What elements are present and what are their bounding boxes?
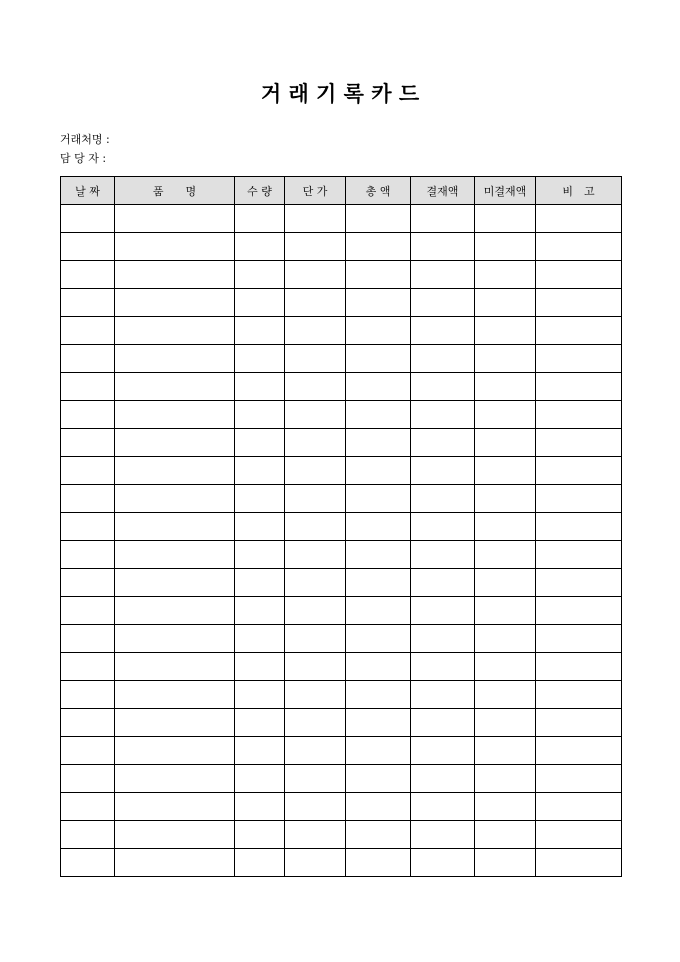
table-row <box>61 821 622 849</box>
cell-unit-price[interactable] <box>285 849 346 877</box>
cell-remarks[interactable] <box>536 261 622 289</box>
cell-total-amount[interactable] <box>346 289 411 317</box>
cell-item-name[interactable] <box>115 401 235 429</box>
header-unsettled-amount: 미결재액 <box>475 177 536 205</box>
cell-unit-price[interactable] <box>285 261 346 289</box>
table-row <box>61 457 622 485</box>
cell-date[interactable] <box>61 345 115 373</box>
table-row <box>61 793 622 821</box>
cell-quantity[interactable] <box>235 317 285 345</box>
cell-total-amount[interactable] <box>346 541 411 569</box>
table-row <box>61 653 622 681</box>
header-item-name: 품 명 <box>115 177 235 205</box>
cell-date[interactable] <box>61 765 115 793</box>
cell-remarks[interactable] <box>536 681 622 709</box>
cell-item-name[interactable] <box>115 373 235 401</box>
cell-item-name[interactable] <box>115 541 235 569</box>
cell-unit-price[interactable] <box>285 709 346 737</box>
cell-settled-amount[interactable] <box>411 849 475 877</box>
cell-remarks[interactable] <box>536 541 622 569</box>
cell-unit-price[interactable] <box>285 429 346 457</box>
cell-total-amount[interactable] <box>346 205 411 233</box>
cell-date[interactable] <box>61 513 115 541</box>
cell-unit-price[interactable] <box>285 345 346 373</box>
cell-quantity[interactable] <box>235 289 285 317</box>
cell-total-amount[interactable] <box>346 625 411 653</box>
cell-item-name[interactable] <box>115 345 235 373</box>
cell-settled-amount[interactable] <box>411 653 475 681</box>
cell-total-amount[interactable] <box>346 681 411 709</box>
cell-unsettled-amount[interactable] <box>475 401 536 429</box>
cell-unsettled-amount[interactable] <box>475 849 536 877</box>
cell-settled-amount[interactable] <box>411 597 475 625</box>
cell-settled-amount[interactable] <box>411 681 475 709</box>
cell-unsettled-amount[interactable] <box>475 765 536 793</box>
cell-remarks[interactable] <box>536 401 622 429</box>
cell-quantity[interactable] <box>235 737 285 765</box>
cell-total-amount[interactable] <box>346 513 411 541</box>
header-remarks: 비 고 <box>536 177 622 205</box>
table-row <box>61 737 622 765</box>
cell-unit-price[interactable] <box>285 485 346 513</box>
cell-unsettled-amount[interactable] <box>475 597 536 625</box>
cell-quantity[interactable] <box>235 625 285 653</box>
cell-remarks[interactable] <box>536 737 622 765</box>
cell-settled-amount[interactable] <box>411 513 475 541</box>
table-row <box>61 317 622 345</box>
cell-settled-amount[interactable] <box>411 485 475 513</box>
cell-unsettled-amount[interactable] <box>475 317 536 345</box>
cell-quantity[interactable] <box>235 681 285 709</box>
cell-total-amount[interactable] <box>346 261 411 289</box>
cell-remarks[interactable] <box>536 513 622 541</box>
cell-unsettled-amount[interactable] <box>475 541 536 569</box>
cell-date[interactable] <box>61 429 115 457</box>
cell-item-name[interactable] <box>115 737 235 765</box>
cell-settled-amount[interactable] <box>411 345 475 373</box>
table-row <box>61 233 622 261</box>
table-row <box>61 289 622 317</box>
cell-quantity[interactable] <box>235 513 285 541</box>
cell-quantity[interactable] <box>235 597 285 625</box>
cell-remarks[interactable] <box>536 457 622 485</box>
table-body <box>61 205 622 877</box>
cell-date[interactable] <box>61 821 115 849</box>
table-row <box>61 513 622 541</box>
cell-quantity[interactable] <box>235 345 285 373</box>
cell-unsettled-amount[interactable] <box>475 709 536 737</box>
cell-quantity[interactable] <box>235 233 285 261</box>
cell-item-name[interactable] <box>115 429 235 457</box>
cell-quantity[interactable] <box>235 849 285 877</box>
cell-total-amount[interactable] <box>346 345 411 373</box>
table-header-row <box>61 177 622 205</box>
manager-label: 담 당 자 : <box>60 152 107 165</box>
cell-unit-price[interactable] <box>285 737 346 765</box>
cell-settled-amount[interactable] <box>411 233 475 261</box>
cell-unsettled-amount[interactable] <box>475 513 536 541</box>
cell-date[interactable] <box>61 485 115 513</box>
cell-total-amount[interactable] <box>346 317 411 345</box>
table-row <box>61 541 622 569</box>
cell-item-name[interactable] <box>115 289 235 317</box>
cell-date[interactable] <box>61 849 115 877</box>
table-row <box>61 345 622 373</box>
cell-quantity[interactable] <box>235 541 285 569</box>
cell-quantity[interactable] <box>235 261 285 289</box>
cell-total-amount[interactable] <box>346 233 411 261</box>
cell-item-name[interactable] <box>115 765 235 793</box>
cell-remarks[interactable] <box>536 765 622 793</box>
cell-unsettled-amount[interactable] <box>475 793 536 821</box>
cell-unsettled-amount[interactable] <box>475 345 536 373</box>
cell-unsettled-amount[interactable] <box>475 569 536 597</box>
cell-unit-price[interactable] <box>285 205 346 233</box>
table-row <box>61 261 622 289</box>
cell-date[interactable] <box>61 317 115 345</box>
header-date: 날 짜 <box>61 177 115 205</box>
transaction-table <box>60 176 622 877</box>
cell-settled-amount[interactable] <box>411 793 475 821</box>
cell-settled-amount[interactable] <box>411 289 475 317</box>
cell-unit-price[interactable] <box>285 569 346 597</box>
cell-total-amount[interactable] <box>346 485 411 513</box>
cell-quantity[interactable] <box>235 205 285 233</box>
cell-settled-amount[interactable] <box>411 373 475 401</box>
cell-settled-amount[interactable] <box>411 429 475 457</box>
cell-item-name[interactable] <box>115 625 235 653</box>
cell-remarks[interactable] <box>536 317 622 345</box>
cell-quantity[interactable] <box>235 485 285 513</box>
cell-settled-amount[interactable] <box>411 709 475 737</box>
cell-total-amount[interactable] <box>346 429 411 457</box>
cell-date[interactable] <box>61 653 115 681</box>
table-row <box>61 765 622 793</box>
cell-remarks[interactable] <box>536 345 622 373</box>
cell-remarks[interactable] <box>536 569 622 597</box>
cell-unit-price[interactable] <box>285 681 346 709</box>
cell-date[interactable] <box>61 597 115 625</box>
cell-date[interactable] <box>61 737 115 765</box>
cell-quantity[interactable] <box>235 457 285 485</box>
header-unit-price: 단 가 <box>285 177 346 205</box>
cell-total-amount[interactable] <box>346 373 411 401</box>
cell-date[interactable] <box>61 457 115 485</box>
cell-item-name[interactable] <box>115 569 235 597</box>
cell-date[interactable] <box>61 373 115 401</box>
cell-unit-price[interactable] <box>285 401 346 429</box>
cell-date[interactable] <box>61 289 115 317</box>
cell-total-amount[interactable] <box>346 401 411 429</box>
cell-settled-amount[interactable] <box>411 261 475 289</box>
cell-remarks[interactable] <box>536 233 622 261</box>
cell-date[interactable] <box>61 625 115 653</box>
cell-unit-price[interactable] <box>285 317 346 345</box>
cell-date[interactable] <box>61 233 115 261</box>
cell-unit-price[interactable] <box>285 541 346 569</box>
cell-total-amount[interactable] <box>346 709 411 737</box>
cell-quantity[interactable] <box>235 429 285 457</box>
table-row <box>61 485 622 513</box>
cell-unsettled-amount[interactable] <box>475 457 536 485</box>
cell-date[interactable] <box>61 681 115 709</box>
cell-unit-price[interactable] <box>285 625 346 653</box>
cell-item-name[interactable] <box>115 205 235 233</box>
table-row <box>61 429 622 457</box>
cell-settled-amount[interactable] <box>411 765 475 793</box>
cell-remarks[interactable] <box>536 653 622 681</box>
cell-quantity[interactable] <box>235 653 285 681</box>
cell-remarks[interactable] <box>536 373 622 401</box>
cell-item-name[interactable] <box>115 793 235 821</box>
partner-name-label: 거래처명 : <box>60 133 110 146</box>
cell-remarks[interactable] <box>536 793 622 821</box>
cell-settled-amount[interactable] <box>411 317 475 345</box>
cell-unsettled-amount[interactable] <box>475 485 536 513</box>
cell-item-name[interactable] <box>115 681 235 709</box>
cell-total-amount[interactable] <box>346 597 411 625</box>
cell-settled-amount[interactable] <box>411 541 475 569</box>
cell-remarks[interactable] <box>536 485 622 513</box>
header-total-amount: 총 액 <box>346 177 411 205</box>
cell-unit-price[interactable] <box>285 821 346 849</box>
cell-date[interactable] <box>61 569 115 597</box>
cell-unsettled-amount[interactable] <box>475 653 536 681</box>
cell-settled-amount[interactable] <box>411 821 475 849</box>
cell-remarks[interactable] <box>536 597 622 625</box>
cell-item-name[interactable] <box>115 317 235 345</box>
table-row <box>61 849 622 877</box>
cell-total-amount[interactable] <box>346 737 411 765</box>
cell-unit-price[interactable] <box>285 653 346 681</box>
cell-item-name[interactable] <box>115 653 235 681</box>
cell-quantity[interactable] <box>235 373 285 401</box>
table-row <box>61 373 622 401</box>
cell-item-name[interactable] <box>115 597 235 625</box>
cell-item-name[interactable] <box>115 233 235 261</box>
cell-unit-price[interactable] <box>285 289 346 317</box>
cell-date[interactable] <box>61 205 115 233</box>
cell-total-amount[interactable] <box>346 765 411 793</box>
table-row <box>61 597 622 625</box>
cell-remarks[interactable] <box>536 205 622 233</box>
cell-unit-price[interactable] <box>285 597 346 625</box>
cell-item-name[interactable] <box>115 261 235 289</box>
cell-total-amount[interactable] <box>346 821 411 849</box>
cell-unsettled-amount[interactable] <box>475 737 536 765</box>
header-settled-amount: 결재액 <box>411 177 475 205</box>
cell-total-amount[interactable] <box>346 849 411 877</box>
page-title: 거 래 기 록 카 드 <box>260 81 420 106</box>
header-quantity: 수 량 <box>235 177 285 205</box>
cell-remarks[interactable] <box>536 821 622 849</box>
cell-unit-price[interactable] <box>285 457 346 485</box>
cell-unsettled-amount[interactable] <box>475 625 536 653</box>
cell-total-amount[interactable] <box>346 653 411 681</box>
table-row <box>61 401 622 429</box>
cell-unit-price[interactable] <box>285 793 346 821</box>
cell-item-name[interactable] <box>115 849 235 877</box>
cell-unsettled-amount[interactable] <box>475 681 536 709</box>
cell-unsettled-amount[interactable] <box>475 289 536 317</box>
cell-total-amount[interactable] <box>346 457 411 485</box>
cell-settled-amount[interactable] <box>411 625 475 653</box>
cell-quantity[interactable] <box>235 709 285 737</box>
cell-quantity[interactable] <box>235 569 285 597</box>
cell-unsettled-amount[interactable] <box>475 233 536 261</box>
cell-unsettled-amount[interactable] <box>475 429 536 457</box>
cell-quantity[interactable] <box>235 401 285 429</box>
cell-settled-amount[interactable] <box>411 457 475 485</box>
cell-date[interactable] <box>61 793 115 821</box>
cell-settled-amount[interactable] <box>411 401 475 429</box>
cell-remarks[interactable] <box>536 429 622 457</box>
cell-unsettled-amount[interactable] <box>475 821 536 849</box>
cell-total-amount[interactable] <box>346 793 411 821</box>
cell-quantity[interactable] <box>235 765 285 793</box>
cell-remarks[interactable] <box>536 849 622 877</box>
cell-item-name[interactable] <box>115 821 235 849</box>
cell-settled-amount[interactable] <box>411 737 475 765</box>
cell-unit-price[interactable] <box>285 513 346 541</box>
cell-unsettled-amount[interactable] <box>475 261 536 289</box>
cell-remarks[interactable] <box>536 289 622 317</box>
cell-date[interactable] <box>61 401 115 429</box>
cell-unsettled-amount[interactable] <box>475 205 536 233</box>
cell-total-amount[interactable] <box>346 569 411 597</box>
cell-quantity[interactable] <box>235 793 285 821</box>
cell-settled-amount[interactable] <box>411 205 475 233</box>
cell-item-name[interactable] <box>115 709 235 737</box>
cell-date[interactable] <box>61 261 115 289</box>
table-row <box>61 681 622 709</box>
cell-date[interactable] <box>61 541 115 569</box>
cell-remarks[interactable] <box>536 625 622 653</box>
cell-item-name[interactable] <box>115 485 235 513</box>
table-row <box>61 569 622 597</box>
table-row <box>61 709 622 737</box>
cell-date[interactable] <box>61 709 115 737</box>
cell-unit-price[interactable] <box>285 765 346 793</box>
table-row <box>61 205 622 233</box>
cell-quantity[interactable] <box>235 821 285 849</box>
table-row <box>61 625 622 653</box>
cell-unsettled-amount[interactable] <box>475 373 536 401</box>
cell-unit-price[interactable] <box>285 233 346 261</box>
cell-unit-price[interactable] <box>285 373 346 401</box>
cell-remarks[interactable] <box>536 709 622 737</box>
cell-item-name[interactable] <box>115 457 235 485</box>
cell-settled-amount[interactable] <box>411 569 475 597</box>
cell-item-name[interactable] <box>115 513 235 541</box>
